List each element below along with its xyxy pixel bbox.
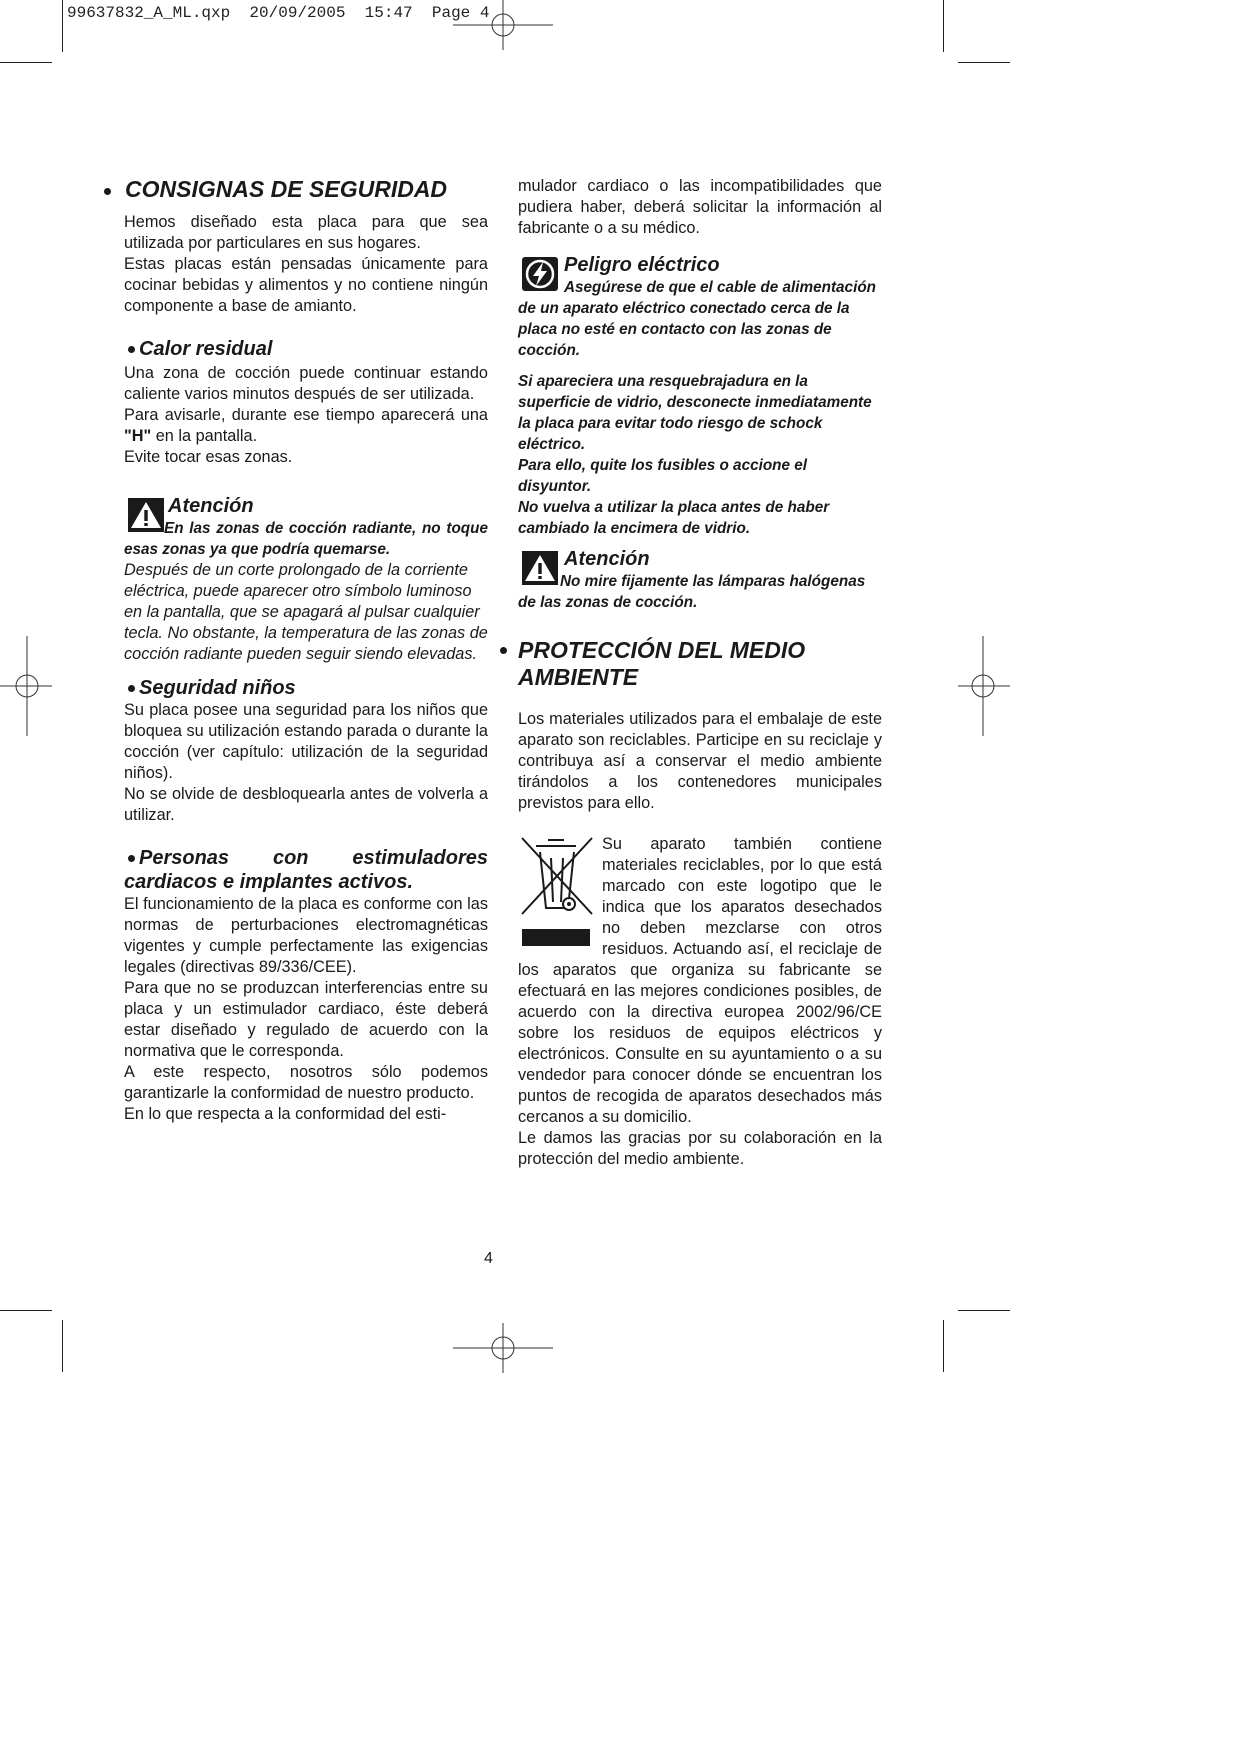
warning-block-2 xyxy=(518,547,882,613)
electric-text-2: Si apareciera una resquebrajadura en la superficie de vidrio, desconecte inmediatamente la placa para evitar todo riesgo de schock eléctrico. xyxy=(518,373,872,453)
warning-triangle-icon xyxy=(522,551,558,585)
calor-paragraph-3: Evite tocar esas zonas. xyxy=(124,448,293,466)
intro-paragraph-1: Hemos diseñado esta placa para que sea utilizada por particulares en sus hogares. xyxy=(124,213,488,252)
subtitle-seguridad-ninos: Seguridad niños xyxy=(124,676,488,700)
personas-paragraph-4: En lo que respecta a la conformidad del esti- xyxy=(124,1105,447,1123)
intro-paragraph-2: Estas placas están pensadas únicamente para cocinar bebidas y alimentos y no contiene ningún componente a base de amianto. xyxy=(124,255,488,315)
subtitle-personas: Personas con estimuladores cardiacos e implantes activos. xyxy=(124,847,488,893)
electric-hazard-icon xyxy=(522,257,558,291)
personas-paragraph-3: A este respecto, nosotros sólo podemos garantizarle la conformidad de nuestro producto. xyxy=(124,1063,488,1102)
electric-block xyxy=(518,253,882,539)
warning-title-1: Atención xyxy=(168,495,254,517)
warning-bold-1: En las zonas de cocción radiante, no toque esas zonas ya que podría quemarse. xyxy=(124,520,488,558)
calor-paragraph-1: Una zona de cocción puede continuar estando caliente varios minutos después de ser utilizada. xyxy=(124,364,488,403)
warning-italic-1: Después de un corte prolongado de la corriente eléctrica, puede aparecer otro símbolo luminoso en la pantalla, que se apagará al pulsar cualquier tecla. No obstante, la temperatura de las zonas de cocción radiante pueden seguir siendo elevadas. xyxy=(124,561,488,663)
environment-paragraph-1: Los materiales utilizados para el embalaje de este aparato son reciclables. Participe en su reciclaje y contribuya así a conservar el medio ambiente tirándolos a los contenedores municipales previstos para ello. xyxy=(518,710,882,812)
environment-paragraph-2: Su aparato también contiene materiales reciclables, por lo que está marcado con este logotipo que le indica que los aparatos desechados no deben mezclarse con otros residuos. Actuando así, el reciclaje de los aparatos que organiza su fabricante se efectuará en las mejores condiciones posibles, de acuerdo con la directiva europea 2002/96/CE sobre los residuos de equipos eléctricos y electrónicos. Consulte en su ayuntamiento o a su vendedor para conocer dónde se encuentran los puntos de recogida de aparatos desechados más cercanos a su domicilio. xyxy=(518,835,882,1126)
electric-text-1: Asegúrese de que el cable de alimentación de un aparato eléctrico conectado cerca de la placa no esté en contacto con las zonas de cocción. xyxy=(518,279,877,359)
weee-logo xyxy=(518,834,598,956)
ninos-paragraph-2: No se olvide de desbloquearla antes de volverla a utilizar. xyxy=(124,785,488,824)
warning-title-2: Atención xyxy=(564,548,650,570)
left-column xyxy=(104,176,488,1125)
calor-paragraph-2: Para avisarle, durante ese tiempo aparecerá una "H" en la pantalla. xyxy=(124,406,488,445)
page-number: 4 xyxy=(484,1250,493,1267)
ninos-paragraph-1: Su placa posee una seguridad para los niños que bloquea su utilización estando parada o durante la cocción (ver capítulo: utilización de la seguridad niños). xyxy=(124,701,488,782)
personas-paragraph-1: El funcionamiento de la placa es conforme con las normas de perturbaciones electromagnéticas vigentes y cumple perfectamente las exigencias legales (directivas 89/336/CEE). xyxy=(124,895,488,976)
continued-paragraph: mulador cardiaco o las incompatibilidades que pudiera haber, deberá solicitar la información al fabricante o a su médico. xyxy=(518,177,882,237)
h-symbol: "H" xyxy=(124,427,152,445)
section-title-safety: CONSIGNAS DE SEGURIDAD xyxy=(104,176,488,203)
weee-block xyxy=(518,834,882,1128)
electric-text-3: Para ello, quite los fusibles o accione el disyuntor. xyxy=(518,457,808,495)
right-column xyxy=(518,176,882,1170)
subtitle-calor-residual: Calor residual xyxy=(124,337,488,361)
warning-block-1 xyxy=(124,494,488,665)
warning-triangle-icon xyxy=(128,498,164,532)
environment-paragraph-3: Le damos las gracias por su colaboración en la protección del medio ambiente. xyxy=(518,1129,882,1168)
section-title-environment: PROTECCIÓN DEL MEDIO AMBIENTE xyxy=(500,637,882,691)
electric-text-4: No vuelva a utilizar la placa antes de haber cambiado la encimera de vidrio. xyxy=(518,499,830,537)
personas-paragraph-2: Para que no se produzcan interferencias entre su placa y un estimulador cardiaco, éste deberá estar diseñado y regulado de acuerdo con la normativa que le corresponda. xyxy=(124,979,488,1060)
crossed-bin-icon xyxy=(518,834,594,952)
print-slug: 99637832_A_ML.qxp 20/09/2005 15:47 Page 4 xyxy=(67,4,490,22)
warning-text-2: No mire fijamente las lámparas halógenas de las zonas de cocción. xyxy=(518,573,866,611)
electric-title: Peligro eléctrico xyxy=(564,254,720,276)
